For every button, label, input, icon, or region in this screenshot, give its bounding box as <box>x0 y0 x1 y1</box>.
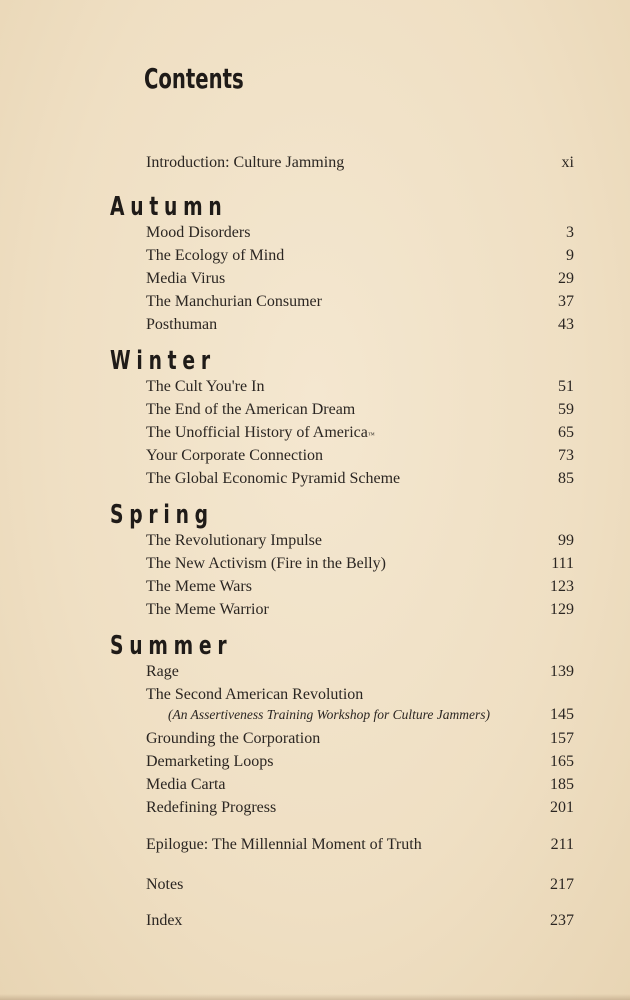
toc-entry <box>146 222 574 244</box>
toc-entry-page: 43 <box>558 316 574 333</box>
toc-entry-page: 201 <box>550 799 574 816</box>
toc-entry-page: 123 <box>550 578 574 595</box>
toc-entry-introduction <box>146 152 574 174</box>
toc-entry-page: 139 <box>550 663 574 680</box>
toc-entry-label: Posthuman <box>146 316 218 333</box>
toc-entry-label: Mood Disorders <box>146 224 251 241</box>
toc-entry <box>146 376 574 398</box>
toc-entry-page: 157 <box>550 730 574 747</box>
toc-entry <box>146 576 574 598</box>
toc-entry <box>146 599 574 621</box>
toc-entry <box>146 399 574 421</box>
toc-entry-label: The End of the American Dream <box>146 401 356 418</box>
toc-entry-label: Media Carta <box>146 776 226 793</box>
toc-entry-label: The Cult You're In <box>146 378 265 395</box>
toc-entry-label: Notes <box>146 876 184 893</box>
toc-entry-page: 145 <box>550 706 574 723</box>
toc-entry-page: 65 <box>558 424 574 441</box>
toc-entry-page: 59 <box>558 401 574 418</box>
section-heading-spring: Spring <box>110 500 214 530</box>
toc-entry-page: xi <box>561 154 574 171</box>
toc-entry-page: 85 <box>558 470 574 487</box>
toc-entry-page: 3 <box>566 224 574 241</box>
toc-entry-label: Introduction: Culture Jamming <box>146 154 345 171</box>
toc-entry-label: The Meme Wars <box>146 578 252 595</box>
toc-entry-label: The Global Economic Pyramid Scheme <box>146 470 401 487</box>
toc-entry-page: 51 <box>558 378 574 395</box>
section-heading-summer: Summer <box>110 631 233 661</box>
toc-entry-label: Redefining Progress <box>146 799 277 816</box>
toc-entry <box>146 245 574 267</box>
toc-entry-index <box>146 910 574 932</box>
toc-entry-page: 9 <box>566 247 574 264</box>
toc-entry <box>146 553 574 575</box>
toc-entry-label: The Ecology of Mind <box>146 247 285 264</box>
toc-entry-page: 73 <box>558 447 574 464</box>
toc-entry-label: Grounding the Corporation <box>146 730 321 747</box>
toc-entry-label: Index <box>146 912 183 929</box>
toc-entry-page: 211 <box>550 836 574 853</box>
toc-entry <box>146 774 574 796</box>
toc-entry-label: Your Corporate Connection <box>146 447 324 464</box>
toc-entry-page: 129 <box>550 601 574 618</box>
toc-entry-page: 165 <box>550 753 574 770</box>
toc-entry <box>146 684 574 706</box>
toc-entry-epilogue <box>146 834 574 856</box>
toc-entry-page: 217 <box>550 876 574 893</box>
trademark-mark: ™ <box>367 431 375 439</box>
toc-entry <box>146 291 574 313</box>
toc-entry-label: The Manchurian Consumer <box>146 293 322 310</box>
toc-entry <box>146 530 574 552</box>
toc-entry-page: 237 <box>550 912 574 929</box>
toc-entry-page: 185 <box>550 776 574 793</box>
toc-entry-notes <box>146 874 574 896</box>
toc-entry <box>146 728 574 750</box>
section-heading-autumn: Autumn <box>110 192 228 222</box>
page-edge <box>0 994 630 1000</box>
toc-entry-label: The Second American Revolution <box>146 686 364 703</box>
toc-entry <box>146 422 574 444</box>
toc-entry <box>146 314 574 336</box>
toc-entry <box>146 268 574 290</box>
page-title: Contents <box>144 62 244 95</box>
toc-entry-label: Demarketing Loops <box>146 753 274 770</box>
toc-entry-label: The Unofficial History of America™ <box>146 424 375 441</box>
toc-entry-label: Epilogue: The Millennial Moment of Truth <box>146 836 422 853</box>
toc-entry-page: 99 <box>558 532 574 549</box>
toc-entry-sublabel: (An Assertiveness Training Workshop for Culture Jammers) <box>168 707 490 722</box>
toc-entry-label: The New Activism (Fire in the Belly) <box>146 555 386 572</box>
toc-entry <box>146 797 574 819</box>
toc-entry <box>146 751 574 773</box>
toc-entry <box>146 468 574 490</box>
toc-entry-page: 37 <box>558 293 574 310</box>
toc-entry <box>146 661 574 683</box>
toc-entry-label: Media Virus <box>146 270 226 287</box>
toc-entry-page: 111 <box>551 555 574 572</box>
toc-entry-label: The Revolutionary Impulse <box>146 532 322 549</box>
toc-entry-page: 29 <box>558 270 574 287</box>
section-heading-winter: Winter <box>110 346 216 376</box>
toc-entry <box>146 445 574 467</box>
toc-entry-label: Rage <box>146 663 179 680</box>
toc-entry-label: The Meme Warrior <box>146 601 269 618</box>
